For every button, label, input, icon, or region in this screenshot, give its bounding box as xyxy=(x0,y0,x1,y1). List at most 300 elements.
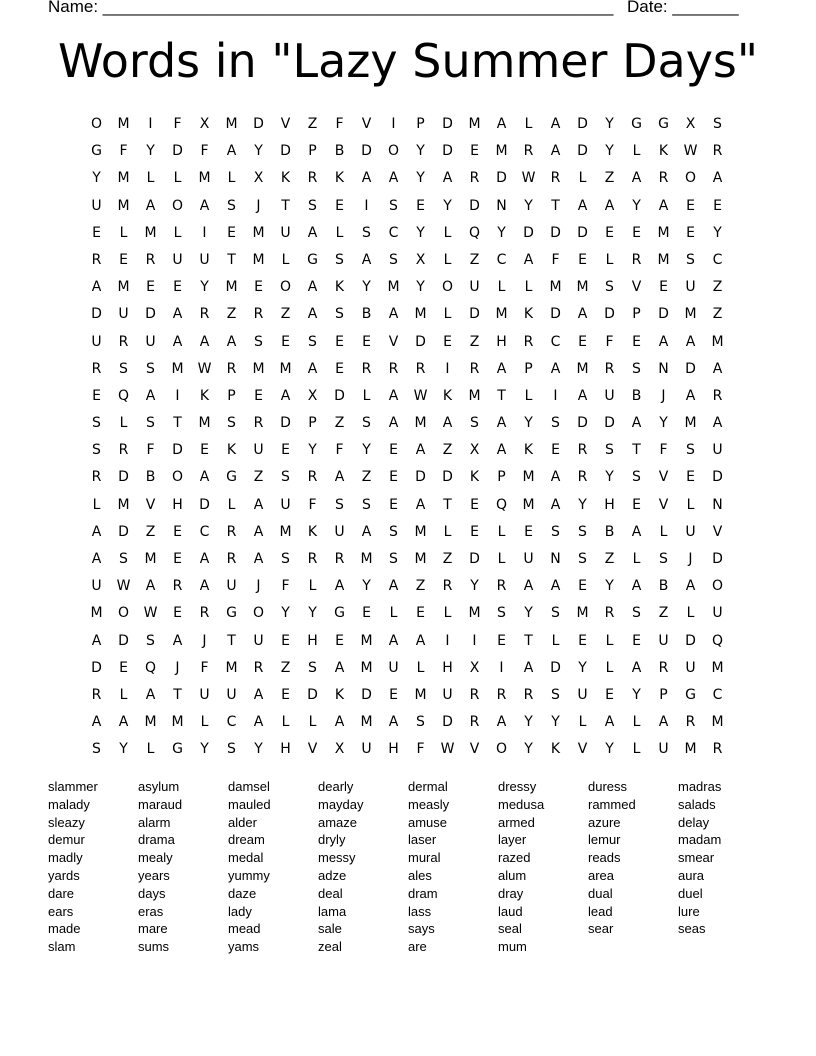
grid-letter: M xyxy=(252,224,265,241)
grid-letter: T xyxy=(524,632,533,649)
grid-letter: E xyxy=(389,442,398,459)
grid-letter: M xyxy=(495,306,508,323)
word-bank-item: medal xyxy=(228,850,264,866)
grid-letter: A xyxy=(685,387,696,404)
grid-letter: J xyxy=(256,197,261,214)
grid-letter: R xyxy=(91,686,102,703)
grid-letter: S xyxy=(281,469,290,486)
grid-letter: M xyxy=(360,714,373,731)
grid-letter: Y xyxy=(362,578,371,595)
grid-letter: W xyxy=(440,741,455,758)
grid-letter: L xyxy=(686,605,695,622)
grid-letter: C xyxy=(712,686,723,703)
grid-letter: Z xyxy=(604,551,615,567)
grid-letter: M xyxy=(252,360,265,377)
grid-letter: A xyxy=(172,632,183,649)
grid-letter: D xyxy=(577,224,588,241)
grid-letter: G xyxy=(685,686,696,703)
word-bank-item: sear xyxy=(588,921,614,937)
grid-letter: F xyxy=(308,496,317,513)
grid-letter: L xyxy=(119,415,128,432)
word-bank-item: azure xyxy=(588,814,621,830)
grid-letter: A xyxy=(334,659,345,676)
grid-letter: Y xyxy=(524,605,533,622)
grid-letter: D xyxy=(685,632,696,649)
grid-letter: M xyxy=(657,251,670,268)
grid-letter: M xyxy=(657,224,670,241)
grid-letter: A xyxy=(91,523,102,540)
grid-letter: M xyxy=(684,415,697,432)
grid-letter: L xyxy=(281,714,290,731)
grid-letter: A xyxy=(226,333,237,350)
grid-letter: L xyxy=(632,714,641,731)
grid-letter: L xyxy=(605,251,614,268)
grid-letter: U xyxy=(604,387,615,404)
grid-letter: Z xyxy=(361,469,372,486)
word-bank-item: seas xyxy=(678,921,706,937)
grid-letter: S xyxy=(389,251,398,268)
grid-letter: L xyxy=(443,523,452,540)
grid-letter: M xyxy=(225,116,238,132)
word-bank-item: lady xyxy=(228,903,252,919)
word-bank-item: amuse xyxy=(408,814,448,830)
grid-letter: R xyxy=(388,360,399,377)
grid-letter: R xyxy=(712,387,723,404)
grid-letter: P xyxy=(416,116,425,132)
word-bank-item: layer xyxy=(498,832,527,848)
grid-letter: B xyxy=(658,578,669,595)
grid-letter: S xyxy=(632,605,641,622)
grid-letter: G xyxy=(334,605,345,622)
grid-letter: M xyxy=(90,605,103,622)
grid-letter: E xyxy=(335,197,344,214)
grid-letter: I xyxy=(175,387,180,404)
grid-letter: S xyxy=(92,442,101,459)
grid-letter: E xyxy=(551,442,560,459)
grid-letter: A xyxy=(145,387,156,404)
grid-letter: Y xyxy=(524,714,533,731)
grid-letter: Y xyxy=(605,741,614,758)
grid-letter: X xyxy=(253,170,264,187)
grid-letter: D xyxy=(280,415,291,432)
grid-letter: D xyxy=(361,143,372,160)
grid-letter: H xyxy=(604,496,615,513)
grid-letter: A xyxy=(523,578,534,595)
grid-letter: Q xyxy=(495,496,508,513)
grid-letter: D xyxy=(604,306,615,323)
grid-letter: D xyxy=(172,143,183,160)
grid-letter: Y xyxy=(470,578,479,595)
grid-letter: D xyxy=(523,224,534,241)
word-bank-item: ales xyxy=(408,867,432,883)
grid-letter: N xyxy=(712,496,723,513)
grid-letter: L xyxy=(335,224,344,241)
grid-letter: M xyxy=(414,523,427,540)
grid-letter: D xyxy=(712,551,723,567)
word-bank-item: madras xyxy=(678,779,722,794)
grid-letter: P xyxy=(497,469,506,486)
grid-letter: M xyxy=(522,469,535,486)
grid-letter: K xyxy=(334,170,345,187)
grid-letter: M xyxy=(225,659,238,676)
word-bank-item: adze xyxy=(318,867,347,883)
grid-letter: I xyxy=(445,632,450,649)
grid-letter: R xyxy=(469,360,480,377)
grid-letter: M xyxy=(117,197,130,214)
grid-letter: R xyxy=(523,333,534,350)
grid-letter: E xyxy=(146,279,155,296)
word-bank-item: lead xyxy=(588,903,613,919)
grid-letter: E xyxy=(119,659,128,676)
grid-letter: E xyxy=(686,197,695,214)
grid-letter: A xyxy=(577,387,588,404)
grid-letter: S xyxy=(551,523,560,540)
grid-letter: Z xyxy=(469,333,480,350)
grid-letter: S xyxy=(146,360,155,377)
grid-letter: A xyxy=(550,578,561,595)
grid-letter: K xyxy=(280,170,291,187)
grid-letter: A xyxy=(577,306,588,323)
grid-letter: S xyxy=(335,306,344,323)
grid-letter: E xyxy=(632,333,641,350)
grid-letter: A xyxy=(307,224,318,241)
grid-letter: E xyxy=(470,143,479,160)
grid-letter: Z xyxy=(415,578,426,595)
grid-letter: S xyxy=(335,251,344,268)
grid-letter: M xyxy=(576,605,589,622)
grid-letter: A xyxy=(442,415,453,432)
grid-letter: L xyxy=(146,741,155,758)
grid-letter: A xyxy=(523,659,534,676)
grid-letter: S xyxy=(362,415,371,432)
grid-letter: R xyxy=(469,714,480,731)
grid-letter: E xyxy=(389,686,398,703)
grid-letter: E xyxy=(335,632,344,649)
grid-letter: K xyxy=(550,741,561,758)
grid-letter: L xyxy=(524,116,533,132)
grid-letter: C xyxy=(388,224,399,241)
grid-letter: L xyxy=(308,714,317,731)
grid-letter: S xyxy=(389,551,398,567)
grid-letter: A xyxy=(550,496,561,513)
grid-letter: M xyxy=(279,360,292,377)
grid-letter: A xyxy=(631,170,642,187)
grid-letter: L xyxy=(92,496,101,513)
grid-letter: U xyxy=(469,279,480,296)
grid-letter: M xyxy=(495,143,508,160)
grid-letter: L xyxy=(227,170,236,187)
grid-letter: A xyxy=(199,197,210,214)
word-bank-item: seal xyxy=(498,921,522,937)
grid-letter: M xyxy=(549,279,562,296)
word-bank-item: alum xyxy=(498,867,527,883)
grid-letter: A xyxy=(658,333,669,350)
grid-letter: H xyxy=(388,741,399,758)
grid-letter: B xyxy=(334,143,345,160)
grid-letter: T xyxy=(443,496,452,513)
grid-letter: I xyxy=(202,224,207,241)
grid-letter: R xyxy=(199,306,210,323)
name-line: Name: ______________________________________________________ xyxy=(48,0,614,16)
word-bank-item: dressy xyxy=(498,779,537,794)
grid-letter: I xyxy=(364,197,369,214)
grid-letter: Y xyxy=(659,415,668,432)
word-bank-item: lure xyxy=(678,903,700,919)
grid-letter: Z xyxy=(280,659,291,676)
grid-letter: D xyxy=(145,306,156,323)
grid-letter: M xyxy=(252,251,265,268)
grid-letter: D xyxy=(280,143,291,160)
grid-letter: U xyxy=(685,659,696,676)
grid-letter: E xyxy=(92,224,101,241)
grid-letter: A xyxy=(388,578,399,595)
grid-letter: S xyxy=(308,197,317,214)
grid-letter: S xyxy=(92,415,101,432)
grid-letter: Y xyxy=(524,415,533,432)
grid-letter: L xyxy=(578,170,587,187)
grid-letter: A xyxy=(496,360,507,377)
grid-letter: Y xyxy=(443,197,452,214)
word-bank-item: maraud xyxy=(138,796,183,812)
grid-letter: I xyxy=(499,659,504,676)
grid-letter: E xyxy=(335,360,344,377)
grid-letter: R xyxy=(469,170,480,187)
grid-letter: Y xyxy=(254,741,263,758)
word-bank-item: smear xyxy=(678,850,715,866)
grid-letter: M xyxy=(414,551,427,567)
letter-grid xyxy=(83,114,731,767)
grid-letter: E xyxy=(281,686,290,703)
grid-letter: A xyxy=(550,116,561,132)
grid-letter: E xyxy=(632,224,641,241)
date-line: Date: _______ xyxy=(627,0,739,16)
grid-letter: C xyxy=(550,333,561,350)
grid-letter: Y xyxy=(632,686,641,703)
grid-letter: L xyxy=(578,714,587,731)
grid-letter: U xyxy=(334,523,345,540)
word-bank-item: are xyxy=(408,939,427,955)
grid-letter: L xyxy=(632,741,641,758)
grid-letter: R xyxy=(469,686,480,703)
grid-letter: D xyxy=(496,170,507,187)
grid-letter: E xyxy=(200,442,209,459)
grid-letter: A xyxy=(523,251,534,268)
grid-letter: E xyxy=(173,551,182,567)
word-bank-item: measly xyxy=(408,796,450,812)
grid-letter: D xyxy=(91,306,102,323)
word-bank-item: lass xyxy=(408,903,432,919)
grid-letter: B xyxy=(604,523,615,540)
grid-letter: A xyxy=(361,170,372,187)
grid-letter: E xyxy=(605,224,614,241)
grid-letter: Z xyxy=(226,306,237,323)
grid-letter: Z xyxy=(280,306,291,323)
grid-letter: A xyxy=(253,523,264,540)
grid-letter: O xyxy=(684,170,697,187)
grid-letter: I xyxy=(148,116,153,132)
grid-letter: U xyxy=(253,442,264,459)
grid-letter: R xyxy=(577,442,588,459)
grid-letter: A xyxy=(685,333,696,350)
grid-letter: Y xyxy=(605,578,614,595)
grid-letter: A xyxy=(253,714,264,731)
grid-letter: R xyxy=(523,686,534,703)
grid-letter: S xyxy=(254,333,263,350)
grid-letter: Y xyxy=(254,143,263,160)
grid-letter: C xyxy=(199,523,210,540)
grid-letter: O xyxy=(252,605,265,622)
grid-letter: S xyxy=(551,605,560,622)
grid-letter: S xyxy=(632,360,641,377)
grid-letter: E xyxy=(119,251,128,268)
grid-letter: G xyxy=(307,251,318,268)
word-bank-item: slammer xyxy=(48,779,98,794)
grid-letter: A xyxy=(712,415,723,432)
grid-letter: H xyxy=(307,632,318,649)
grid-letter: S xyxy=(470,415,479,432)
grid-letter: B xyxy=(361,306,372,323)
word-bank-item: days xyxy=(138,885,166,901)
grid-letter: R xyxy=(226,360,237,377)
grid-letter: R xyxy=(118,333,129,350)
grid-letter: Y xyxy=(524,197,533,214)
grid-letter: Z xyxy=(334,415,345,432)
grid-letter: L xyxy=(605,659,614,676)
grid-letter: L xyxy=(389,605,398,622)
grid-letter: M xyxy=(144,714,157,731)
grid-letter: E xyxy=(335,333,344,350)
grid-letter: V xyxy=(388,333,399,350)
grid-letter: A xyxy=(91,279,102,296)
grid-letter: P xyxy=(659,686,668,703)
word-bank-item: armed xyxy=(498,814,535,830)
grid-letter: A xyxy=(631,415,642,432)
word-bank-item: sums xyxy=(138,939,170,955)
grid-letter: L xyxy=(443,605,452,622)
grid-letter: A xyxy=(415,632,426,649)
grid-letter: U xyxy=(118,306,129,323)
grid-letter: D xyxy=(469,551,480,567)
grid-letter: A xyxy=(172,306,183,323)
grid-letter: D xyxy=(442,143,453,160)
grid-letter: V xyxy=(280,116,291,132)
grid-letter: S xyxy=(578,551,587,567)
grid-letter: D xyxy=(307,686,318,703)
grid-letter: D xyxy=(415,333,426,350)
grid-letter: A xyxy=(334,578,345,595)
grid-letter: S xyxy=(389,197,398,214)
grid-letter: X xyxy=(685,116,696,132)
word-bank-item: dare xyxy=(48,885,75,901)
grid-letter: T xyxy=(227,632,236,649)
grid-letter: W xyxy=(521,170,536,187)
word-bank-item: dram xyxy=(408,885,438,901)
grid-letter: M xyxy=(144,224,157,241)
word-bank-item: duress xyxy=(588,779,628,794)
word-bank-item: alarm xyxy=(138,814,171,830)
grid-letter: H xyxy=(442,659,453,676)
grid-letter: S xyxy=(362,224,371,241)
grid-letter: A xyxy=(145,578,156,595)
grid-letter: R xyxy=(226,523,237,540)
grid-letter: A xyxy=(631,578,642,595)
grid-letter: C xyxy=(226,714,237,731)
grid-letter: O xyxy=(117,605,130,622)
grid-letter: U xyxy=(658,632,669,649)
grid-letter: D xyxy=(118,632,129,649)
grid-letter: D xyxy=(604,415,615,432)
grid-letter: G xyxy=(631,116,642,132)
grid-letter: A xyxy=(307,306,318,323)
grid-letter: D xyxy=(118,523,129,540)
grid-letter: X xyxy=(415,251,426,268)
grid-letter: G xyxy=(226,605,237,622)
grid-letter: E xyxy=(524,523,533,540)
word-bank-item: ears xyxy=(48,903,74,919)
grid-letter: Z xyxy=(658,605,669,622)
grid-letter: D xyxy=(253,116,264,132)
grid-letter: Y xyxy=(200,279,209,296)
grid-letter: B xyxy=(631,387,642,404)
word-bank-item: yards xyxy=(48,867,80,883)
grid-letter: Q xyxy=(117,387,130,404)
grid-letter: G xyxy=(658,116,669,132)
grid-letter: Y xyxy=(416,279,425,296)
grid-letter: V xyxy=(712,523,723,540)
grid-letter: E xyxy=(281,333,290,350)
grid-letter: E xyxy=(92,387,101,404)
grid-letter: M xyxy=(117,279,130,296)
grid-letter: S xyxy=(605,279,614,296)
grid-letter: T xyxy=(281,197,290,214)
grid-letter: Y xyxy=(308,442,317,459)
grid-letter: K xyxy=(523,442,534,459)
grid-letter: M xyxy=(117,116,130,132)
grid-letter: U xyxy=(199,686,210,703)
grid-letter: W xyxy=(683,143,698,160)
word-bank-item: years xyxy=(138,867,170,883)
word-bank-item: drama xyxy=(138,832,175,848)
grid-letter: E xyxy=(389,496,398,513)
grid-letter: A xyxy=(577,197,588,214)
grid-letter: E xyxy=(713,197,722,214)
grid-letter: O xyxy=(171,197,184,214)
grid-letter: L xyxy=(632,551,641,567)
grid-letter: Y xyxy=(200,741,209,758)
word-bank-item: madam xyxy=(678,832,722,848)
grid-letter: B xyxy=(145,469,156,486)
grid-letter: M xyxy=(684,306,697,323)
grid-letter: U xyxy=(685,279,696,296)
grid-letter: O xyxy=(90,116,103,132)
grid-letter: J xyxy=(256,578,261,595)
word-bank-item: dream xyxy=(228,832,265,848)
grid-letter: O xyxy=(279,279,292,296)
grid-letter: M xyxy=(198,170,211,187)
word-bank-item: deal xyxy=(318,885,343,901)
grid-letter: A xyxy=(91,632,102,649)
grid-letter: Z xyxy=(442,551,453,567)
grid-letter: A xyxy=(712,170,723,187)
grid-letter: H xyxy=(496,333,507,350)
grid-letter: V xyxy=(577,741,588,758)
grid-letter: Q xyxy=(468,224,481,241)
word-bank-item: reads xyxy=(588,850,621,866)
grid-letter: U xyxy=(712,442,723,459)
word-bank-item: medusa xyxy=(498,796,545,812)
word-bank-item: dryly xyxy=(318,832,346,848)
grid-letter: E xyxy=(578,333,587,350)
